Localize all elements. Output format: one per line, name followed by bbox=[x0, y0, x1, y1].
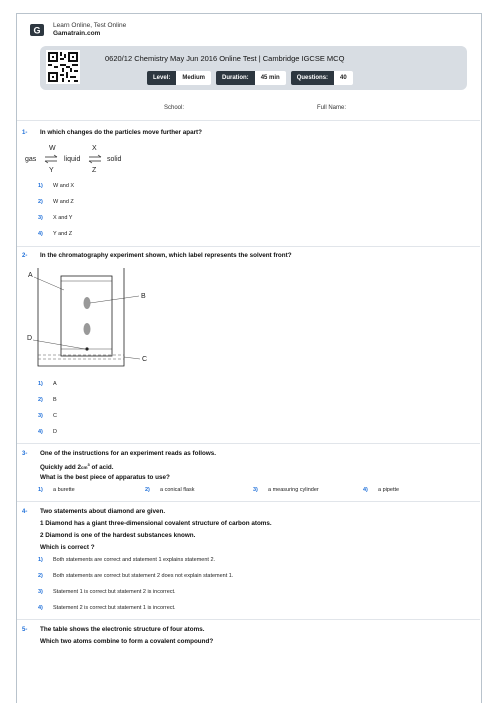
option-number: 3) bbox=[38, 413, 43, 419]
option-number: 3) bbox=[38, 589, 43, 595]
full-name-field: Full Name: bbox=[317, 105, 347, 111]
option-number: 4) bbox=[363, 487, 368, 493]
question-text bbox=[40, 462, 114, 471]
school-field: School: bbox=[164, 105, 185, 111]
question-text: The table shows the electronic structure of four atoms. bbox=[40, 626, 205, 633]
label-a: A bbox=[28, 272, 33, 279]
option-text[interactable]: a measuring cylinder bbox=[268, 487, 319, 493]
option-number: 3) bbox=[253, 487, 258, 493]
acid-text: of acid. bbox=[91, 464, 114, 472]
divider bbox=[17, 443, 480, 444]
question-text: Which two atoms combine to form a covalent compound? bbox=[40, 638, 214, 645]
duration-badge bbox=[216, 71, 286, 85]
brand-site[interactable]: Gamatrain.com bbox=[53, 30, 101, 37]
brand-tagline: Learn Online, Test Online bbox=[53, 22, 127, 29]
level-badge bbox=[147, 71, 211, 85]
option-text[interactable]: Both statements are correct and statement 1 explains statement 2. bbox=[53, 557, 216, 563]
option-text[interactable]: a burette bbox=[53, 487, 75, 493]
question-text: What is the best piece of apparatus to use? bbox=[40, 474, 170, 481]
volume-unit: cm bbox=[80, 465, 88, 471]
gas-label: gas bbox=[25, 156, 37, 163]
option-number: 1) bbox=[38, 183, 43, 189]
option-text[interactable]: A bbox=[53, 381, 57, 387]
option-number: 2) bbox=[38, 573, 43, 579]
option-number: 2) bbox=[38, 199, 43, 205]
questions-badge bbox=[291, 71, 353, 85]
w-label: W bbox=[49, 145, 56, 152]
label-c: C bbox=[142, 356, 148, 363]
option-text[interactable]: B bbox=[53, 397, 57, 403]
level-value: Medium bbox=[176, 71, 211, 85]
divider bbox=[17, 120, 480, 121]
option-text[interactable]: Y and Z bbox=[53, 231, 73, 237]
option-text[interactable]: D bbox=[53, 429, 57, 435]
solid-label: solid bbox=[107, 156, 122, 163]
option-text[interactable]: Statement 1 is correct but statement 2 is incorrect. bbox=[53, 589, 176, 595]
volume-value: Quickly add 2 bbox=[40, 464, 81, 472]
option-text[interactable]: X and Y bbox=[53, 215, 73, 221]
divider bbox=[17, 501, 480, 502]
option-number: 1) bbox=[38, 487, 43, 493]
questions-key: Questions: bbox=[291, 71, 334, 85]
question-text: One of the instructions for an experiment reads as follows. bbox=[40, 450, 216, 457]
option-text[interactable]: W and Z bbox=[53, 199, 74, 205]
option-number: 2) bbox=[38, 397, 43, 403]
option-number: 3) bbox=[38, 215, 43, 221]
option-text[interactable]: Both statements are correct but statement 2 does not explain statement 1. bbox=[53, 573, 234, 579]
y-label: Y bbox=[49, 167, 54, 174]
question-number: 5- bbox=[22, 627, 28, 633]
question-number: 2- bbox=[22, 253, 28, 259]
statement-1: 1 Diamond has a giant three-dimensional covalent structure of carbon atoms. bbox=[40, 520, 272, 527]
qr-code[interactable] bbox=[46, 50, 80, 84]
option-text[interactable]: Statement 2 is correct but statement 1 is incorrect. bbox=[53, 605, 176, 611]
question-text: Two statements about diamond are given. bbox=[40, 508, 166, 515]
label-b: B bbox=[141, 293, 146, 300]
duration-value: 45 min bbox=[255, 71, 286, 85]
unit-exponent: 3 bbox=[87, 462, 90, 467]
liquid-label: liquid bbox=[64, 156, 81, 163]
test-meta bbox=[147, 71, 353, 85]
svg-text:G: G bbox=[33, 25, 41, 36]
divider bbox=[17, 619, 480, 620]
option-text[interactable]: W and X bbox=[53, 183, 75, 189]
statement-2: 2 Diamond is one of the hardest substances known. bbox=[40, 532, 196, 539]
option-number: 4) bbox=[38, 231, 43, 237]
chromatography-diagram bbox=[24, 263, 164, 371]
question-number: 3- bbox=[22, 451, 28, 457]
duration-key: Duration: bbox=[216, 71, 255, 85]
option-text[interactable]: a conical flask bbox=[160, 487, 195, 493]
z-label: Z bbox=[92, 167, 97, 174]
option-number: 2) bbox=[145, 487, 150, 493]
question-number: 1- bbox=[22, 130, 28, 136]
option-number: 4) bbox=[38, 429, 43, 435]
option-number: 4) bbox=[38, 605, 43, 611]
question-prompt: Which is correct ? bbox=[40, 544, 95, 551]
option-text[interactable]: C bbox=[53, 413, 57, 419]
state-change-equation bbox=[25, 142, 135, 174]
question-text: In the chromatography experiment shown, which label represents the solvent front? bbox=[40, 252, 292, 259]
option-number: 1) bbox=[38, 381, 43, 387]
test-title: 0620/12 Chemistry May Jun 2016 Online Test | Cambridge IGCSE MCQ bbox=[105, 54, 345, 63]
option-number: 1) bbox=[38, 557, 43, 563]
question-text: In which changes do the particles move further apart? bbox=[40, 129, 203, 136]
option-text[interactable]: a pipette bbox=[378, 487, 400, 493]
divider bbox=[17, 246, 480, 247]
questions-value: 40 bbox=[334, 71, 353, 85]
label-d: D bbox=[27, 335, 33, 342]
question-number: 4- bbox=[22, 509, 28, 515]
x-label: X bbox=[92, 145, 97, 152]
level-key: Level: bbox=[147, 71, 176, 85]
gamatrain-logo-icon bbox=[30, 24, 44, 36]
